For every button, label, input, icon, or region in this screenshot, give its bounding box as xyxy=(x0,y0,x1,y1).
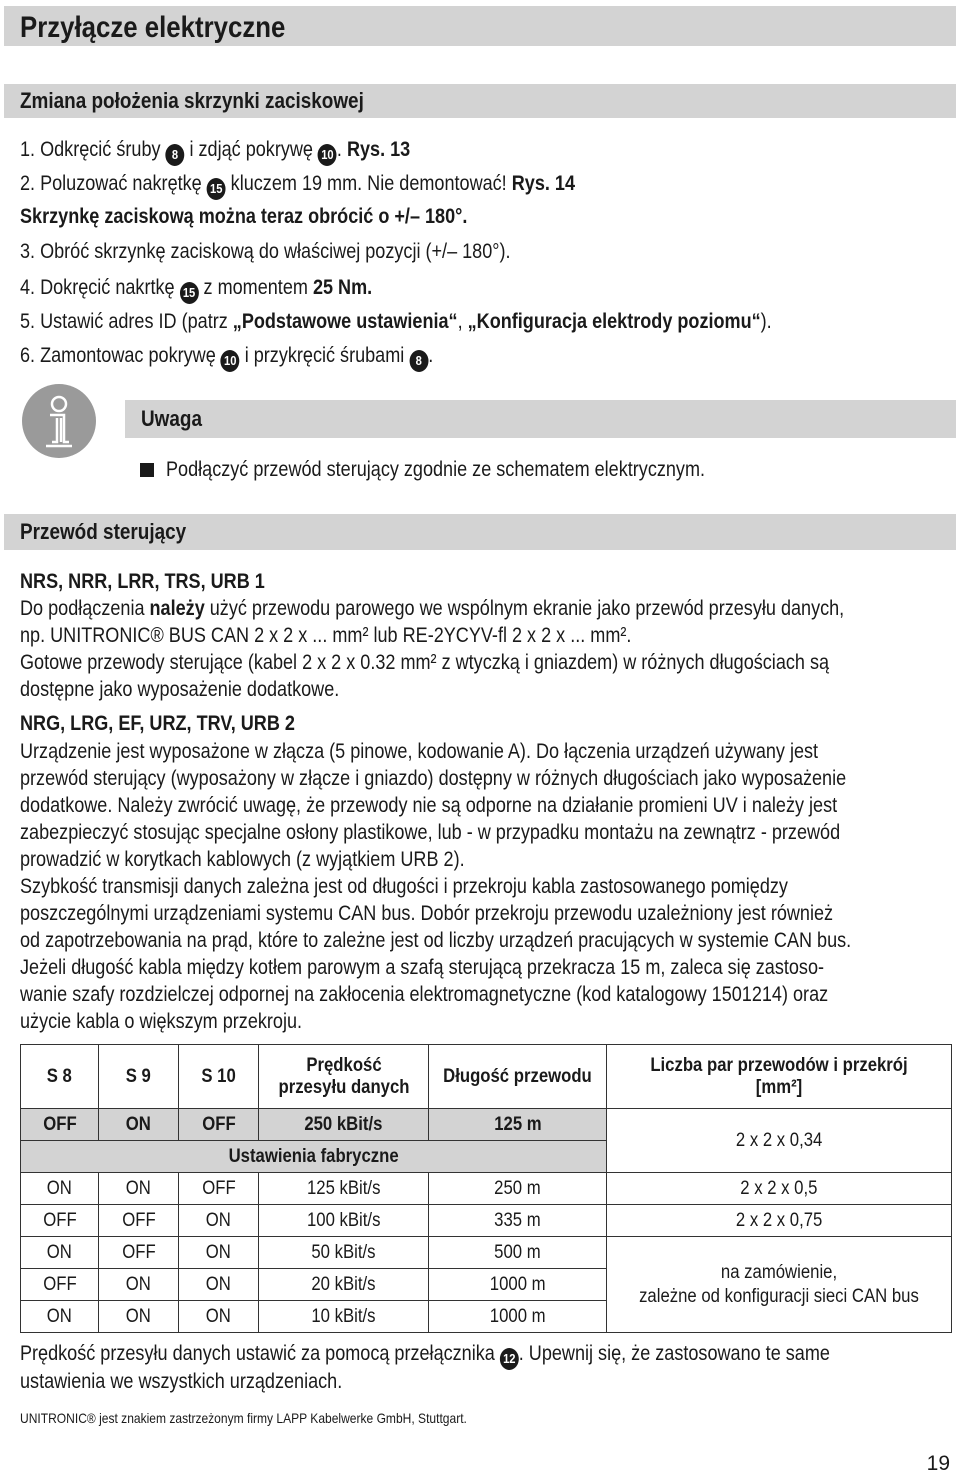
table-cell: 250 kBit/s xyxy=(259,1109,429,1141)
table-cell: OFF xyxy=(21,1109,99,1141)
table-cell: 20 kBit/s xyxy=(259,1269,429,1301)
table-cell: ON xyxy=(99,1301,179,1333)
step-6: 6. Zamontowac pokrywę 10 i przykręcić śrubami 8 . xyxy=(20,344,501,372)
figure-ref: Rys. 14 xyxy=(511,172,575,195)
table-cell: 125 kBit/s xyxy=(259,1173,429,1205)
table-cell: OFF xyxy=(179,1109,259,1141)
info-icon xyxy=(22,384,96,458)
step-text: 2. Poluzować nakrętkę xyxy=(20,172,202,195)
table-header: Długość przewodu xyxy=(429,1045,607,1109)
note-heading: Uwaga xyxy=(141,406,202,431)
table-header: S 8 xyxy=(21,1045,99,1109)
paragraph-line: ustawienia we wszystkich urządzeniach. xyxy=(20,1370,343,1393)
paragraph-line: Prędkość przesyłu danych ustawić za pomocą przełącznika 12 . Upewnij się, że zastosowano te same xyxy=(20,1342,960,1370)
table-cell: OFF xyxy=(21,1205,99,1237)
paragraph-line: od zapotrzebowania na prąd, które to zależne jest od liczby urządzeń pracujących w systemie CAN bus. xyxy=(20,929,852,952)
table-cell: ON xyxy=(21,1237,99,1269)
table-cell: OFF xyxy=(179,1173,259,1205)
table-cell: 1000 m xyxy=(429,1269,607,1301)
title-bar xyxy=(4,6,956,46)
callout-10: 10 xyxy=(318,144,337,166)
table-cell: 100 kBit/s xyxy=(259,1205,429,1237)
step-4: 4. Dokręcić nakrtkę 15 z momentem 25 Nm. xyxy=(20,276,430,304)
paragraph-line: dostępne jako wyposażenie dodatkowe. xyxy=(20,678,340,701)
callout-15: 15 xyxy=(207,178,226,200)
table-cell: OFF xyxy=(21,1269,99,1301)
table-cell: ON xyxy=(99,1109,179,1141)
table-cell: 2 x 2 x 0,5 xyxy=(606,1173,951,1205)
paragraph-line: poszczególnymi urządzeniami systemu CAN bus. Dobór przekroju przewodu uzależniony jest również xyxy=(20,902,834,925)
table-cell: 500 m xyxy=(429,1237,607,1269)
table-cell: ON xyxy=(179,1237,259,1269)
table-cell: 50 kBit/s xyxy=(259,1237,429,1269)
table-row xyxy=(21,1173,952,1205)
subheading-1: NRS, NRR, LRR, TRS, URB 1 xyxy=(20,570,265,593)
table-cell: ON xyxy=(99,1173,179,1205)
table-cell: ON xyxy=(21,1173,99,1205)
section-heading-bar xyxy=(4,514,956,550)
rotation-info: Skrzynkę zaciskową można teraz obrócić o +/– 180°. xyxy=(20,205,468,228)
table-cell: ON xyxy=(21,1301,99,1333)
table-cell: 250 m xyxy=(429,1173,607,1205)
step-1: 1. Odkręcić śruby 8 i zdjąć pokrywę 10 . Rys. 13 xyxy=(20,138,474,166)
table-cell: OFF xyxy=(99,1237,179,1269)
step-2 xyxy=(20,172,665,200)
paragraph-line: np. UNITRONIC® BUS CAN 2 x 2 x ... mm² lub RE-2YCYV-fl 2 x 2 x ... mm². xyxy=(20,624,632,647)
table-cell: 2 x 2 x 0,75 xyxy=(606,1205,951,1237)
page-title: Przyłącze elektryczne xyxy=(20,11,286,44)
table-cell: 10 kBit/s xyxy=(259,1301,429,1333)
callout-8: 8 xyxy=(166,144,185,166)
table-cell: 2 x 2 x 0,34 xyxy=(606,1109,951,1173)
callout-8: 8 xyxy=(409,350,428,372)
table-cell: ON xyxy=(179,1269,259,1301)
paragraph-line: prowadzić w korytkach kablowych (z wyjątkiem URB 2). xyxy=(20,848,465,871)
factory-settings-label: Ustawienia fabryczne xyxy=(21,1141,607,1173)
section-heading-bar xyxy=(4,84,956,118)
table-row xyxy=(21,1237,952,1269)
paragraph-line: Urządzenie jest wyposażone w złącza (5 pinowe, kodowanie A). Do łączenia urządzeń używany jest xyxy=(20,740,819,763)
step-text: 1. Odkręcić śruby xyxy=(20,138,161,161)
paragraph-line: zabezpieczyć stosując specjalne osłony plastikowe, lub - w przypadku montażu na zewnątrz - przewód xyxy=(20,821,841,844)
paragraph-line: Szybkość transmisji danych zależna jest od długości i przekroju kabla zastosowanego pomiędzy xyxy=(20,875,788,898)
figure-ref: Rys. 13 xyxy=(346,138,411,161)
paragraph-line: dodatkowe. Należy zwrócić uwagę, że przewody nie są odporne na działanie promieni UV i należy jest xyxy=(20,794,838,817)
paragraph-line: przewód sterujący (wyposażony w złącze i gniazdo) dostępny w różnych długościach jako wyposażenie xyxy=(20,767,847,790)
note-text: Podłączyć przewód sterujący zgodnie ze schematem elektrycznym. xyxy=(166,458,706,481)
table-cell: 335 m xyxy=(429,1205,607,1237)
step-3: 3. Obróć skrzynkę zaciskową do właściwej pozycji (+/– 180°). xyxy=(20,240,511,263)
table-header: Liczba par przewodów i przekrój [mm²] xyxy=(606,1045,951,1109)
callout-12: 12 xyxy=(500,1348,519,1370)
paragraph-line: Do podłączenia należy użyć przewodu parowego we wspólnym ekranie jako przewód przesyłu danych, xyxy=(20,597,845,620)
step-text: i zdjąć pokrywę xyxy=(189,138,313,161)
table-cell: 1000 m xyxy=(429,1301,607,1333)
footnote: UNITRONIC® jest znakiem zastrzeżonym firmy LAPP Kabelwerke GmbH, Stuttgart. xyxy=(20,1410,467,1426)
paragraph-line: wanie szafy rozdzielczej odpornej na zakłocenia elektromagnetyczne (kod katalogowy 1501214) oraz xyxy=(20,983,829,1006)
subheading-2: NRG, LRG, EF, URZ, TRV, URB 2 xyxy=(20,712,295,735)
can-bus-settings-table xyxy=(20,1044,952,1333)
page-number: 19 xyxy=(926,1452,950,1475)
callout-10: 10 xyxy=(221,350,240,372)
table-row xyxy=(21,1109,952,1141)
table-header: S 9 xyxy=(99,1045,179,1109)
callout-15: 15 xyxy=(180,282,199,304)
step-text: kluczem 19 mm. Nie demontować! xyxy=(230,172,507,195)
table-cell: 125 m xyxy=(429,1109,607,1141)
bullet-square-icon xyxy=(140,463,154,477)
table-cell: OFF xyxy=(99,1205,179,1237)
paragraph-line: Jeżeli długość kabla między kotłem parowym a szafą sterującą przekracza 15 m, zaleca się zastoso- xyxy=(20,956,825,979)
paragraph-line: użycie kabla o większym przekroju. xyxy=(20,1010,303,1033)
table-row xyxy=(21,1205,952,1237)
table-cell: ON xyxy=(179,1205,259,1237)
step-5: 5. Ustawić adres ID (patrz „Podstawowe ustawienia“, „Konfiguracja elektrody poziomu“). xyxy=(20,310,772,333)
paragraph-line: Gotowe przewody sterujące (kabel 2 x 2 x 0.32 mm² z wtyczką i gniazdem) w różnych długościach są xyxy=(20,651,830,674)
table-cell: ON xyxy=(179,1301,259,1333)
table-header-row xyxy=(21,1045,952,1109)
table-cell: na zamówienie, zależne od konfiguracji sieci CAN bus xyxy=(606,1237,951,1333)
section-heading: Zmiana położenia skrzynki zaciskowej xyxy=(20,88,364,113)
table-cell: ON xyxy=(99,1269,179,1301)
table-header: Prędkość przesyłu danych xyxy=(259,1045,429,1109)
table-header: S 10 xyxy=(179,1045,259,1109)
note-heading-bar xyxy=(125,400,956,438)
section-heading: Przewód sterujący xyxy=(20,519,187,544)
